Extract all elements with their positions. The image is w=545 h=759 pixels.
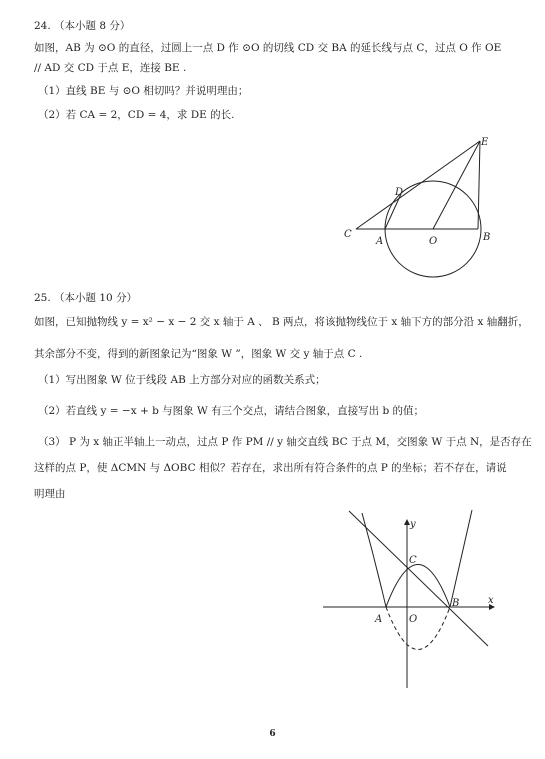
q25-stem-line2: 其余部分不变，得到的新图象记为“图象 W ”，图象 W 交 y 轴于点 C .: [34, 348, 363, 360]
q25-part3-line1: （3） P 为 x 轴正半轴上一动点，过点 P 作 PM // y 轴交直线 BC 于点 M，交图象 W 于点 N，是否存在: [38, 436, 532, 448]
parabola-right-arm: [450, 510, 472, 607]
label-b-25: B: [452, 598, 460, 609]
q24-part2: （2）若 CA = 2，CD = 4，求 DE 的长.: [38, 109, 235, 121]
label-a-25: A: [375, 614, 383, 625]
label-c: C: [344, 229, 352, 240]
q25-stem-line1: 如图，已知抛物线 y = x² − x − 2 交 x 轴于 A 、 B 两点，将该抛物线位于 x 轴下方的部分沿 x 轴翻折，: [34, 316, 529, 328]
axis-label-y: y: [410, 519, 416, 530]
q24-heading: 24. （本小题 8 分）: [34, 20, 131, 32]
flipped-arch: [386, 565, 450, 608]
label-e: E: [481, 137, 489, 148]
label-a: A: [376, 236, 384, 247]
label-b: B: [483, 232, 491, 243]
q24-stem-line1: 如图，AB 为 ⊙O 的直径，过圆上一点 D 作 ⊙O 的切线 CD 交 BA 的延长线与点 C，过点 O 作 OE: [34, 42, 502, 54]
q25-heading: 25. （本小题 10 分）: [34, 292, 138, 304]
label-o: O: [429, 236, 438, 247]
original-lower-dashed: [386, 607, 450, 650]
q25-part3-line2: 这样的点 P，使 ΔCMN 与 ΔOBC 相似？若存在，求出所有符合条件的点 P 的坐标；若不存在，请说: [34, 462, 507, 474]
label-o-25: O: [409, 614, 418, 625]
q25-part1: （1）写出图象 W 位于线段 AB 上方部分对应的函数关系式；: [38, 374, 326, 386]
q25-part3-line3: 明理由: [34, 488, 66, 500]
q25-part2: （2）若直线 y = −x + b 与图象 W 有三个交点，请结合图象，直接写出 b 的值；: [38, 405, 425, 417]
label-d: D: [395, 187, 404, 198]
q24-part1: （1）直线 BE 与 ⊙O 相切吗？并说明理由；: [38, 85, 249, 97]
axis-label-x: x: [488, 595, 494, 606]
label-c-25: C: [409, 555, 417, 566]
page-number: 6: [269, 729, 276, 739]
q24-stem-line2: // AD 交 CD 于点 E，连接 BE .: [34, 62, 187, 74]
